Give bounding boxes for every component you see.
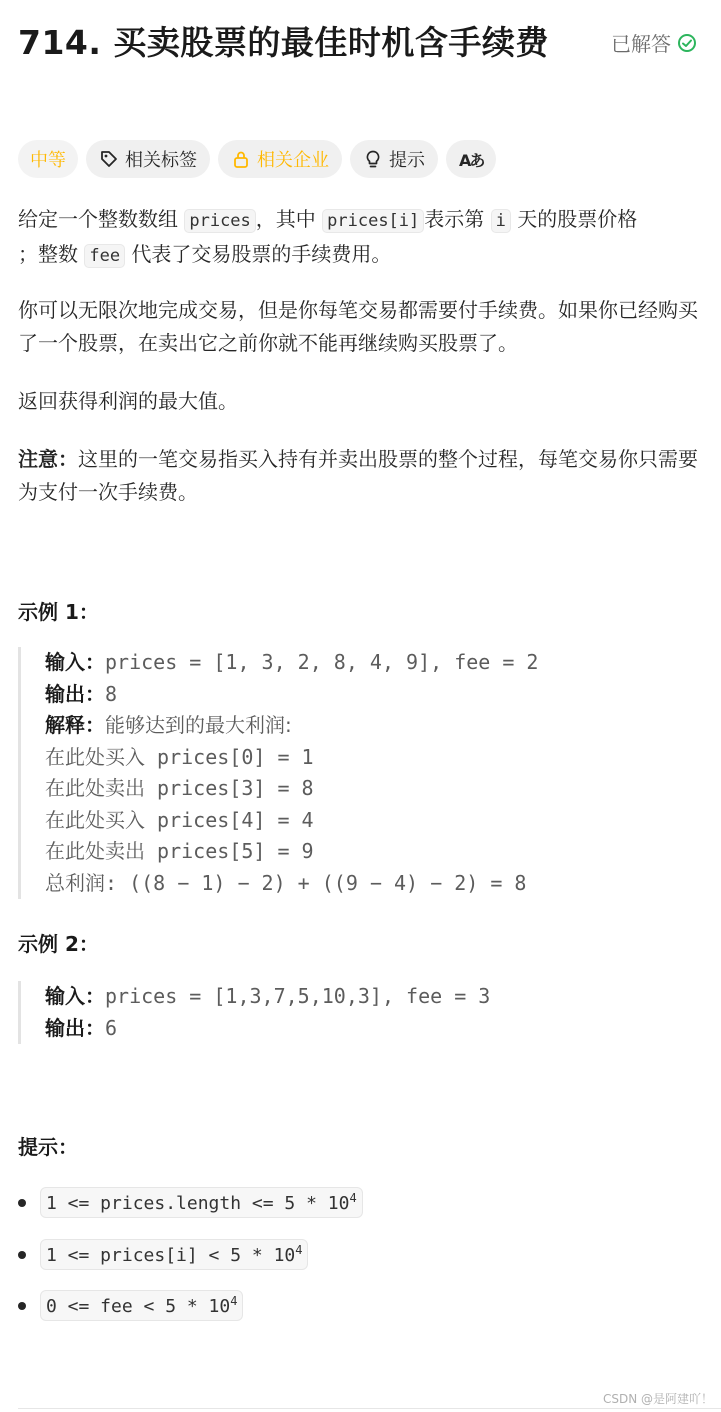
note-paragraph	[18, 443, 708, 509]
code-i: i	[491, 209, 511, 233]
note-text: 这里的一笔交易指买入持有并卖出股票的整个过程，每笔交易你只需要为支付一次手续费。	[18, 447, 698, 504]
constraint-code: 1 <= prices.length <= $5 * 10^4$	[40, 1187, 363, 1218]
bullet-icon	[18, 1302, 26, 1310]
description-paragraph-3: 返回获得利润的最大值。	[18, 389, 238, 413]
example-2-block: 输入：prices = [1,3,7,5,10,3], fee = 3 输出：6	[18, 981, 721, 1044]
tag-bar	[18, 140, 496, 178]
example-1-heading: 示例 1：	[18, 600, 99, 624]
hint-button[interactable]	[350, 140, 438, 178]
translate-button[interactable]	[446, 140, 496, 178]
translate-icon: Aあ	[459, 150, 484, 170]
lock-icon	[231, 149, 251, 169]
bullet-icon	[18, 1199, 26, 1207]
hint-label: 提示	[389, 150, 425, 171]
description-paragraph-1: 给定一个整数数组 prices ，其中 prices[i] 表示第 i 天的股票价格 ；整数 fee 代表了交易股票的手续费用。	[18, 207, 638, 266]
watermark: CSDN @是阿建吖！	[602, 1392, 713, 1406]
note-label: 注意：	[18, 447, 78, 471]
divider	[18, 1408, 721, 1409]
constraint-item	[18, 1239, 308, 1270]
code-prices-i: prices[i]	[322, 209, 424, 233]
solved-status	[611, 28, 697, 57]
check-circle-icon	[677, 33, 697, 53]
lightbulb-icon	[363, 149, 383, 169]
problem-title: 714. 买卖股票的最佳时机含手续费	[18, 23, 549, 62]
description-paragraph-2: 你可以无限次地完成交易，但是你每笔交易都需要付手续费。如果你已经购买了一个股票，在卖出它之前你就不能再继续购买股票了。	[18, 298, 698, 355]
code-fee: fee	[84, 244, 125, 268]
bullet-icon	[18, 1251, 26, 1259]
solved-label: 已解答	[611, 32, 671, 56]
constraints-heading: 提示：	[18, 1135, 78, 1159]
constraint-item	[18, 1290, 243, 1321]
constraint-code: 0 <= fee < $5 * 10^4$	[40, 1290, 243, 1321]
code-prices: prices	[184, 209, 255, 233]
example-2-heading: 示例 2：	[18, 932, 99, 956]
tag-icon	[99, 149, 119, 169]
example-1-block: 输入：prices = [1, 3, 2, 8, 4, 9], fee = 2 输出：8 解释：能够达到的最大利润: 在此处买入 prices[0] = 1 在此处卖出 prices[3] = 8 在此处买入 prices[4] = 4 在此处卖出 prices[5] = 9 总利润: ((8 − 1) − 2) + ((9 − 4) − 2) = 8	[18, 647, 721, 899]
related-tags-label: 相关标签	[125, 150, 197, 171]
related-companies-button[interactable]	[218, 140, 342, 178]
constraint-item	[18, 1187, 363, 1218]
related-tags-button[interactable]	[86, 140, 210, 178]
difficulty-badge[interactable]: 中等	[18, 140, 78, 178]
constraint-code: 1 <= prices[i] < $5 * 10^4$	[40, 1239, 308, 1270]
related-companies-label: 相关企业	[257, 150, 329, 171]
